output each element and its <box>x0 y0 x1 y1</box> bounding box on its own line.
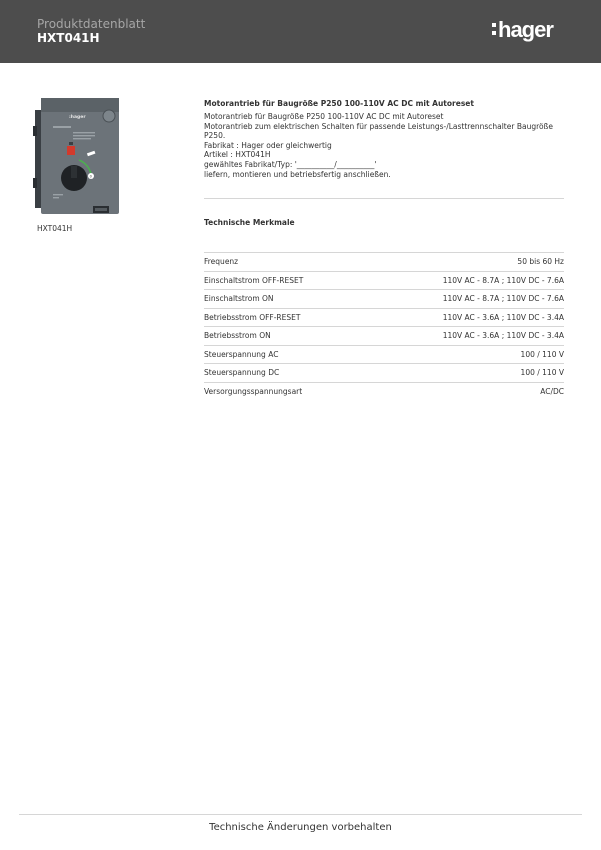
spec-row <box>204 327 564 346</box>
specs-table <box>204 252 564 400</box>
spec-row <box>204 309 564 328</box>
svg-text:0: 0 <box>89 174 92 179</box>
description-line: P250. <box>204 131 226 141</box>
svg-text:hager: hager <box>498 18 553 42</box>
product-caption: HXT041H <box>37 224 73 233</box>
spec-row <box>204 253 564 272</box>
svg-text::hager: :hager <box>69 115 86 120</box>
description-title: Motorantrieb für Baugröße P250 100-110V AC DC mit Autoreset <box>204 99 474 108</box>
page-header <box>0 0 601 63</box>
description-line: gewähltes Fabrikat/Typ: '__________/__________' <box>204 159 377 169</box>
section-divider <box>204 198 564 199</box>
spec-label: Steuerspannung DC <box>204 368 280 378</box>
description-line: Motorantrieb für Baugröße P250 100-110V AC DC mit Autoreset <box>204 112 444 121</box>
spec-label: Steuerspannung AC <box>204 349 279 359</box>
motor-drive-device-image <box>33 96 123 218</box>
footer-divider <box>19 814 582 815</box>
spec-row <box>204 290 564 309</box>
spec-row <box>204 383 564 401</box>
spec-value: 100 / 110 V <box>520 349 564 359</box>
spec-label: Einschaltstrom OFF-RESET <box>204 275 304 285</box>
spec-value: 50 bis 60 Hz <box>517 257 564 267</box>
spec-value: 110V AC - 8.7A ; 110V DC - 7.6A <box>442 294 564 304</box>
description-line: liefern, montieren und betriebsfertig anschließen. <box>204 169 391 179</box>
description-text <box>204 112 564 179</box>
spec-value: AC/DC <box>540 386 564 396</box>
spec-label: Betriebsstrom ON <box>204 331 271 341</box>
description-line: Artikel : HXT041H <box>204 150 271 160</box>
footer-note: Technische Änderungen vorbehalten <box>209 822 392 833</box>
spec-value: 110V AC - 8.7A ; 110V DC - 7.6A <box>442 275 564 285</box>
description-line: Motorantrieb zum elektrischen Schalten für passende Leistungs-/Lasttrennschalter Baugröße <box>204 121 553 131</box>
spec-value: 110V AC - 3.6A ; 110V DC - 3.4A <box>442 331 564 341</box>
description-line: Fabrikat : Hager oder gleichwertig <box>204 140 332 150</box>
spec-row <box>204 272 564 291</box>
header-label: Produktdatenblatt <box>37 17 146 31</box>
spec-row <box>204 364 564 383</box>
header-product-code: HXT041H <box>37 31 100 45</box>
hager-logo <box>492 18 572 44</box>
specs-title: Technische Merkmale <box>204 218 295 227</box>
spec-label: Einschaltstrom ON <box>204 294 274 304</box>
spec-label: Frequenz <box>204 257 239 267</box>
spec-value: 100 / 110 V <box>520 368 564 378</box>
spec-label: Versorgungsspannungsart <box>204 386 303 396</box>
spec-row <box>204 346 564 365</box>
spec-label: Betriebsstrom OFF-RESET <box>204 312 301 322</box>
spec-value: 110V AC - 3.6A ; 110V DC - 3.4A <box>442 312 564 322</box>
